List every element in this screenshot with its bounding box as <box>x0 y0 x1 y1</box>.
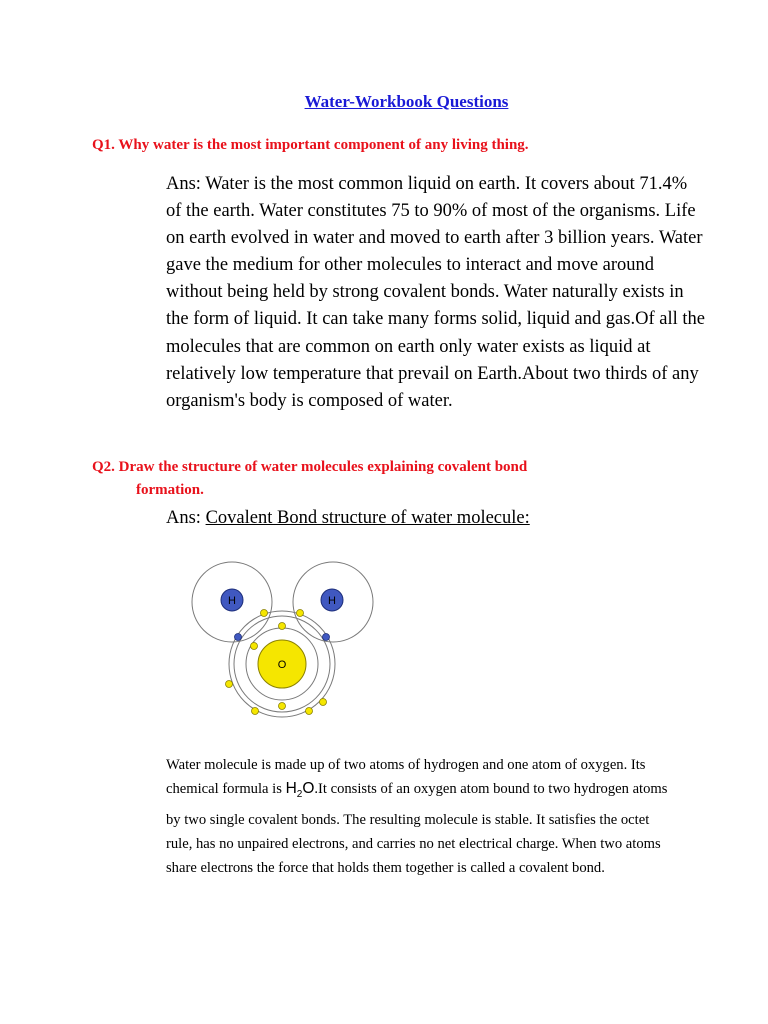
electron <box>279 703 286 710</box>
chemical-formula <box>285 780 315 801</box>
description-part-2: .It consists of an oxygen atom bound to two hydrogen atoms by two single covalent bonds. The resulting molecule is stable. It satisfies the octet rule, has no unpaired electrons, and carries no net electrical charge. When two atoms share electrons the force that holds them together is called a covalent bond. <box>166 781 668 876</box>
question-2 <box>92 456 652 502</box>
answer-2-heading-text: Covalent Bond structure of water molecule: <box>205 508 530 528</box>
answer-2-prefix: Ans: <box>166 508 201 528</box>
oxygen-label: O <box>277 659 287 671</box>
description-part-1: Water molecule is made up of two atoms of hydrogen and one atom of oxygen. Its chemical formula is <box>166 757 646 798</box>
water-molecule-diagram <box>186 552 376 728</box>
formula-main: H <box>285 780 297 798</box>
electron <box>320 699 327 706</box>
shared-electron <box>235 634 242 641</box>
formula-subscript: 2 <box>296 789 303 801</box>
document-title: Water-Workbook Questions <box>304 92 509 111</box>
electron <box>252 708 259 715</box>
answer-2-heading <box>166 505 530 531</box>
shared-electron <box>323 634 330 641</box>
electron <box>251 643 258 650</box>
hydrogen-left-label: H <box>228 595 236 607</box>
electron <box>297 610 304 617</box>
answer-1: Ans: Water is the most common liquid on earth. It covers about 71.4% of the earth. Water constitutes 75 to 90% of most of the organisms. Life on earth evolved in water and moved to earth after 3 billion years. Water gave the medium for other molecules to interact and move around without being held by strong covalent bonds. Water naturally exists in the form of liquid. It can take many forms solid, liquid and gas.Of all the molecules that are common on earth only water exists as liquid at relatively low temperature that prevail on Earth.About two thirds of any organism's body is composed of water. <box>166 174 705 411</box>
electron <box>261 610 268 617</box>
formula-end: O <box>302 780 315 798</box>
question-1: Q1. Why water is the most important component of any living thing. <box>92 137 529 153</box>
hydrogen-right-label: H <box>328 595 336 607</box>
electron <box>279 623 286 630</box>
answer-2-description <box>166 753 676 880</box>
question-2-line-2: formation. <box>136 482 204 498</box>
electron <box>306 708 313 715</box>
question-2-line-1: Q2. Draw the structure of water molecules explaining covalent bond <box>92 459 528 475</box>
electron <box>226 681 233 688</box>
